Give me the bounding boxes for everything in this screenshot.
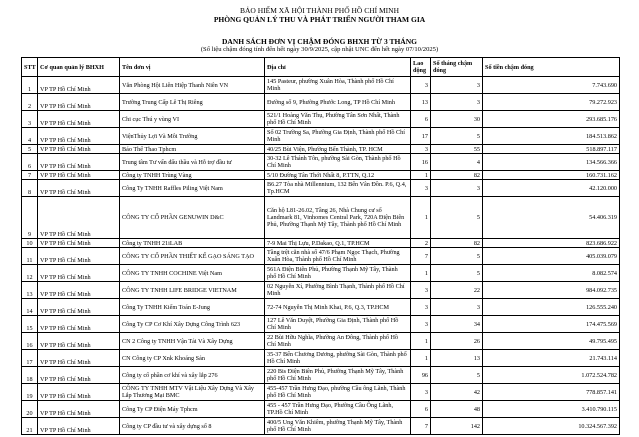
- table-row: [22, 299, 620, 316]
- row-workers: 1: [411, 333, 431, 350]
- row-name: CÔNG TY TNHH MTV Vật Liệu Xây Dựng Và Xây Lắp Thương Mại BMC: [120, 384, 265, 401]
- row-stt: 10: [22, 239, 38, 248]
- col-header-months: Số tháng chậm đóng: [431, 58, 483, 77]
- row-unit: VP TP Hồ Chí Minh: [38, 367, 120, 384]
- row-name: ViệnThủy Lợi Và Môi Trường: [120, 128, 265, 145]
- row-stt: 16: [22, 333, 38, 350]
- row-address: 7-9 Mai Thị Lựu, P.Dakao, Q.1, TP.HCM: [265, 239, 411, 248]
- row-amount: 134.566.366: [483, 154, 620, 171]
- row-name: Công ty TNHH 21iLAB: [120, 239, 265, 248]
- col-header-name: Tên đơn vị: [120, 58, 265, 77]
- row-amount: 293.685.176: [483, 111, 620, 128]
- row-address: 145 Pasteur, phường Xuân Hòa, Thành phố Hồ Chí Minh: [265, 77, 411, 94]
- table-row: [22, 77, 620, 94]
- row-stt: 9: [22, 197, 38, 239]
- row-name: CÔNG TY CỔ PHẦN GENUWIN D&C: [120, 197, 265, 239]
- col-header-stt: STT: [22, 58, 38, 77]
- col-header-amount: Số tiền chậm đóng: [483, 58, 620, 77]
- row-name: CÔNG TY CỔ PHẦN THIẾT KẾ GẠO SÁNG TẠO: [120, 248, 265, 265]
- row-months: 55: [431, 145, 483, 154]
- row-stt: 8: [22, 180, 38, 197]
- row-address: Tầng trệt căn nhà số 47/6 Phạm Ngọc Thạch, Phường Xuân Hòa, Thành phố Hồ Chí Minh: [265, 248, 411, 265]
- row-months: 3: [431, 77, 483, 94]
- row-amount: 405.039.079: [483, 248, 620, 265]
- row-workers: 2: [411, 239, 431, 248]
- table-row: [22, 367, 620, 384]
- row-months: 5: [431, 367, 483, 384]
- row-months: 34: [431, 316, 483, 333]
- row-unit: VP TP Hồ Chí Minh: [38, 316, 120, 333]
- row-stt: 12: [22, 265, 38, 282]
- row-address: 35-37 Bến Chương Dương, phường Sài Gòn, Thành phố Hồ Chí Minh: [265, 350, 411, 367]
- row-unit: VP TP Hồ Chí Minh: [38, 239, 120, 248]
- row-name: Trường Trung Cấp Lê Thị Riêng: [120, 94, 265, 111]
- row-unit: VP TP Hồ Chí Minh: [38, 94, 120, 111]
- row-amount: 174.475.569: [483, 316, 620, 333]
- row-amount: 21.743.114: [483, 350, 620, 367]
- row-months: 5: [431, 197, 483, 239]
- table-row: [22, 401, 620, 418]
- table-row: [22, 94, 620, 111]
- row-workers: 3: [411, 77, 431, 94]
- row-workers: 3: [411, 299, 431, 316]
- row-amount: 54.406.319: [483, 197, 620, 239]
- row-workers: 3: [411, 180, 431, 197]
- table-row: [22, 316, 620, 333]
- table-row: [22, 154, 620, 171]
- row-address: 455-457 Trần Hưng Đạo, phường Cầu ông Lãnh, Thành phố Hồ Chí Minh: [265, 384, 411, 401]
- row-months: 3: [431, 94, 483, 111]
- row-address: Đường số 9, Phường Phước Long, TP Hồ Chí Minh: [265, 94, 411, 111]
- table-row: [22, 248, 620, 265]
- row-months: 48: [431, 401, 483, 418]
- row-workers: 13: [411, 94, 431, 111]
- row-unit: VP TP Hồ Chí Minh: [38, 171, 120, 180]
- row-unit: VP TP Hồ Chí Minh: [38, 154, 120, 171]
- row-address: 30-32 Lê Thánh Tôn, phường Sài Gòn, Thành phố Hồ Chí Minh: [265, 154, 411, 171]
- row-amount: 160.731.162: [483, 171, 620, 180]
- row-amount: 10.324.567.392: [483, 418, 620, 435]
- document-subtitle: (Số liệu chậm đóng tính đến hết ngày 30/9/2025, cập nhật UNC đến hết ngày 07/10/2025): [200, 46, 439, 53]
- row-name: Chi cục Thú y vùng VI: [120, 111, 265, 128]
- row-workers: 17: [411, 128, 431, 145]
- row-name: CN Công ty CP Xnk Khoáng Sản: [120, 350, 265, 367]
- row-stt: 2: [22, 94, 38, 111]
- row-workers: 6: [411, 401, 431, 418]
- row-amount: 1.072.524.782: [483, 367, 620, 384]
- row-amount: 823.686.922: [483, 239, 620, 248]
- row-workers: 3: [411, 145, 431, 154]
- row-months: 5: [431, 265, 483, 282]
- row-amount: 42.120.000: [483, 180, 620, 197]
- row-amount: 126.555.240: [483, 299, 620, 316]
- row-name: Công Ty TNHH Kiểm Toán E-Jung: [120, 299, 265, 316]
- row-address: 22 Bùi Hữu Nghĩa, Phường An Đông, Thành phố Hồ Chí Minh: [265, 333, 411, 350]
- row-months: 3: [431, 299, 483, 316]
- row-name: CÔNG TY TNHH COCHINE Việt Nam: [120, 265, 265, 282]
- row-months: 82: [431, 171, 483, 180]
- row-unit: VP TP Hồ Chí Minh: [38, 197, 120, 239]
- row-months: 5: [431, 128, 483, 145]
- row-address: Căn hộ L81-26.02, Tầng 26, Nhà Chung cư số Landmark 81, Vinhomes Central Park, 720A Điện Biên Phủ, Phường Thạnh Mỹ Tây, Thành phố Hồ Chí Minh: [265, 197, 411, 239]
- row-unit: VP TP Hồ Chí Minh: [38, 128, 120, 145]
- row-unit: VP TP Hồ Chí Minh: [38, 180, 120, 197]
- row-workers: 1: [411, 197, 431, 239]
- department-name: PHÒNG QUẢN LÝ THU VÀ PHÁT TRIỂN NGƯỜI THAM GIA: [213, 15, 426, 24]
- table-row: [22, 333, 620, 350]
- row-stt: 18: [22, 367, 38, 384]
- row-workers: 7: [411, 248, 431, 265]
- row-amount: 778.857.141: [483, 384, 620, 401]
- row-months: 30: [431, 111, 483, 128]
- row-amount: 49.795.495: [483, 333, 620, 350]
- agency-name: BẢO HIỂM XÃ HỘI THÀNH PHỐ HỒ CHÍ MINH: [239, 6, 400, 15]
- row-address: 455 - 457 Trần Hưng Đạo, Phường Cầu Ông Lãnh, TP.Hồ Chí Minh: [265, 401, 411, 418]
- row-unit: VP TP Hồ Chí Minh: [38, 145, 120, 154]
- row-amount: 3.410.790.115: [483, 401, 620, 418]
- row-unit: VP TP Hồ Chí Minh: [38, 418, 120, 435]
- row-stt: 20: [22, 401, 38, 418]
- row-stt: 1: [22, 77, 38, 94]
- row-stt: 14: [22, 299, 38, 316]
- row-stt: 7: [22, 171, 38, 180]
- overdue-units-table: [21, 57, 620, 435]
- row-stt: 4: [22, 128, 38, 145]
- row-months: 82: [431, 239, 483, 248]
- row-unit: VP TP Hồ Chí Minh: [38, 282, 120, 299]
- table-row: [22, 384, 620, 401]
- table-header-row: [22, 58, 620, 77]
- row-address: 561A Điện Biên Phủ, Phường Thạnh Mỹ Tây, Thành phố Hồ Chí Minh: [265, 265, 411, 282]
- row-address: 40/25 Bùi Viện, Phường Bến Thành, TP. HCM: [265, 145, 411, 154]
- row-unit: VP TP Hồ Chí Minh: [38, 401, 120, 418]
- row-address: 02 Nguyễn Xí, Phường Bình Thạnh, Thành phố Hồ Chí Minh: [265, 282, 411, 299]
- row-amount: 7.743.690: [483, 77, 620, 94]
- row-name: CÔNG TY TNHH LIFE BRIDGE VIETNAM: [120, 282, 265, 299]
- row-amount: 518.897.117: [483, 145, 620, 154]
- row-stt: 3: [22, 111, 38, 128]
- row-address: 5/10 Đường Tân Thới Nhất 8, P.TTN, Q.12: [265, 171, 411, 180]
- row-amount: 8.082.574: [483, 265, 620, 282]
- table-row: [22, 145, 620, 154]
- row-name: Văn Phòng Hội Liên Hiệp Thanh Niên VN: [120, 77, 265, 94]
- row-address: 220 Bis Điện Biên Phủ, Phường Thạnh Mỹ Tây, Thành phố Hồ Chí Minh: [265, 367, 411, 384]
- row-workers: 3: [411, 282, 431, 299]
- row-workers: 96: [411, 367, 431, 384]
- row-workers: 16: [411, 154, 431, 171]
- table-row: [22, 180, 620, 197]
- document-title: DANH SÁCH ĐƠN VỊ CHẬM ĐÓNG BHXH TỪ 3 THÁNG: [222, 37, 417, 46]
- row-workers: 1: [411, 171, 431, 180]
- row-name: Công ty TNHH Trùng Vàng: [120, 171, 265, 180]
- row-address: B6.27 Tòa nhà Millennium, 132 Bến Vân Đồn. P.6, Q.4, Tp.HCM: [265, 180, 411, 197]
- table-row: [22, 282, 620, 299]
- row-name: Trung tâm Tư vấn đấu thầu và Hỗ trợ đầu tư: [120, 154, 265, 171]
- row-unit: VP TP Hồ Chí Minh: [38, 77, 120, 94]
- table-row: [22, 111, 620, 128]
- col-header-workers: Lao động: [411, 58, 431, 77]
- table-row: [22, 418, 620, 435]
- row-unit: VP TP Hồ Chí Minh: [38, 299, 120, 316]
- row-workers: 3: [411, 384, 431, 401]
- row-address: Số 02 Trường Sa, Phường Gia Định, Thành phố Hồ Chí Minh: [265, 128, 411, 145]
- table-row: [22, 197, 620, 239]
- row-months: 22: [431, 282, 483, 299]
- table-row: [22, 350, 620, 367]
- row-amount: 184.513.862: [483, 128, 620, 145]
- row-months: 26: [431, 333, 483, 350]
- col-header-unit: Cơ quan quản lý BHXH: [38, 58, 120, 77]
- row-months: 13: [431, 350, 483, 367]
- row-unit: VP TP Hồ Chí Minh: [38, 384, 120, 401]
- row-address: 127 Lê Văn Duyệt, Phường Gia Định, Thành phố Hồ Chí Minh: [265, 316, 411, 333]
- row-workers: 7: [411, 418, 431, 435]
- row-unit: VP TP Hồ Chí Minh: [38, 111, 120, 128]
- row-unit: VP TP Hồ Chí Minh: [38, 350, 120, 367]
- row-stt: 17: [22, 350, 38, 367]
- row-stt: 21: [22, 418, 38, 435]
- row-months: 3: [431, 180, 483, 197]
- row-name: Công Ty CP Cơ Khí Xây Dựng Công Trình 623: [120, 316, 265, 333]
- row-stt: 11: [22, 248, 38, 265]
- row-amount: 79.272.923: [483, 94, 620, 111]
- row-name: Công Ty CP Điện Máy Tphcm: [120, 401, 265, 418]
- row-workers: 3: [411, 316, 431, 333]
- table-row: [22, 265, 620, 282]
- row-unit: VP TP Hồ Chí Minh: [38, 248, 120, 265]
- row-unit: VP TP Hồ Chí Minh: [38, 265, 120, 282]
- col-header-address: Địa chỉ: [265, 58, 411, 77]
- row-name: Công ty CP đầu tư và xây dựng số 8: [120, 418, 265, 435]
- table-row: [22, 128, 620, 145]
- row-address: 521/1 Hoàng Văn Thụ, Phường Tân Sơn Nhất, Thành phố Hồ Chí Minh: [265, 111, 411, 128]
- table-row: [22, 239, 620, 248]
- row-name: Công Ty TNHH Raffles Piling Việt Nam: [120, 180, 265, 197]
- row-stt: 13: [22, 282, 38, 299]
- row-workers: 1: [411, 265, 431, 282]
- row-workers: 6: [411, 111, 431, 128]
- row-name: Báo Thể Thao Tphcm: [120, 145, 265, 154]
- row-stt: 5: [22, 145, 38, 154]
- row-stt: 15: [22, 316, 38, 333]
- row-workers: 1: [411, 350, 431, 367]
- row-address: 400/5 Ung Văn Khiêm, phường Thạnh Mỹ Tây, Thành phố Hồ Chí Minh: [265, 418, 411, 435]
- row-months: 42: [431, 384, 483, 401]
- row-name: CN 2 Công ty TNHH Vận Tải Và Xây Dựng: [120, 333, 265, 350]
- row-unit: VP TP Hồ Chí Minh: [38, 333, 120, 350]
- row-stt: 6: [22, 154, 38, 171]
- table-row: [22, 171, 620, 180]
- row-name: Công ty cổ phần cơ khí và xây lắp 276: [120, 367, 265, 384]
- row-amount: 984.092.735: [483, 282, 620, 299]
- row-months: 5: [431, 248, 483, 265]
- row-address: 72-74 Nguyễn Thị Minh Khai, P.6, Q.3, TP.HCM: [265, 299, 411, 316]
- row-months: 4: [431, 154, 483, 171]
- row-stt: 19: [22, 384, 38, 401]
- row-months: 142: [431, 418, 483, 435]
